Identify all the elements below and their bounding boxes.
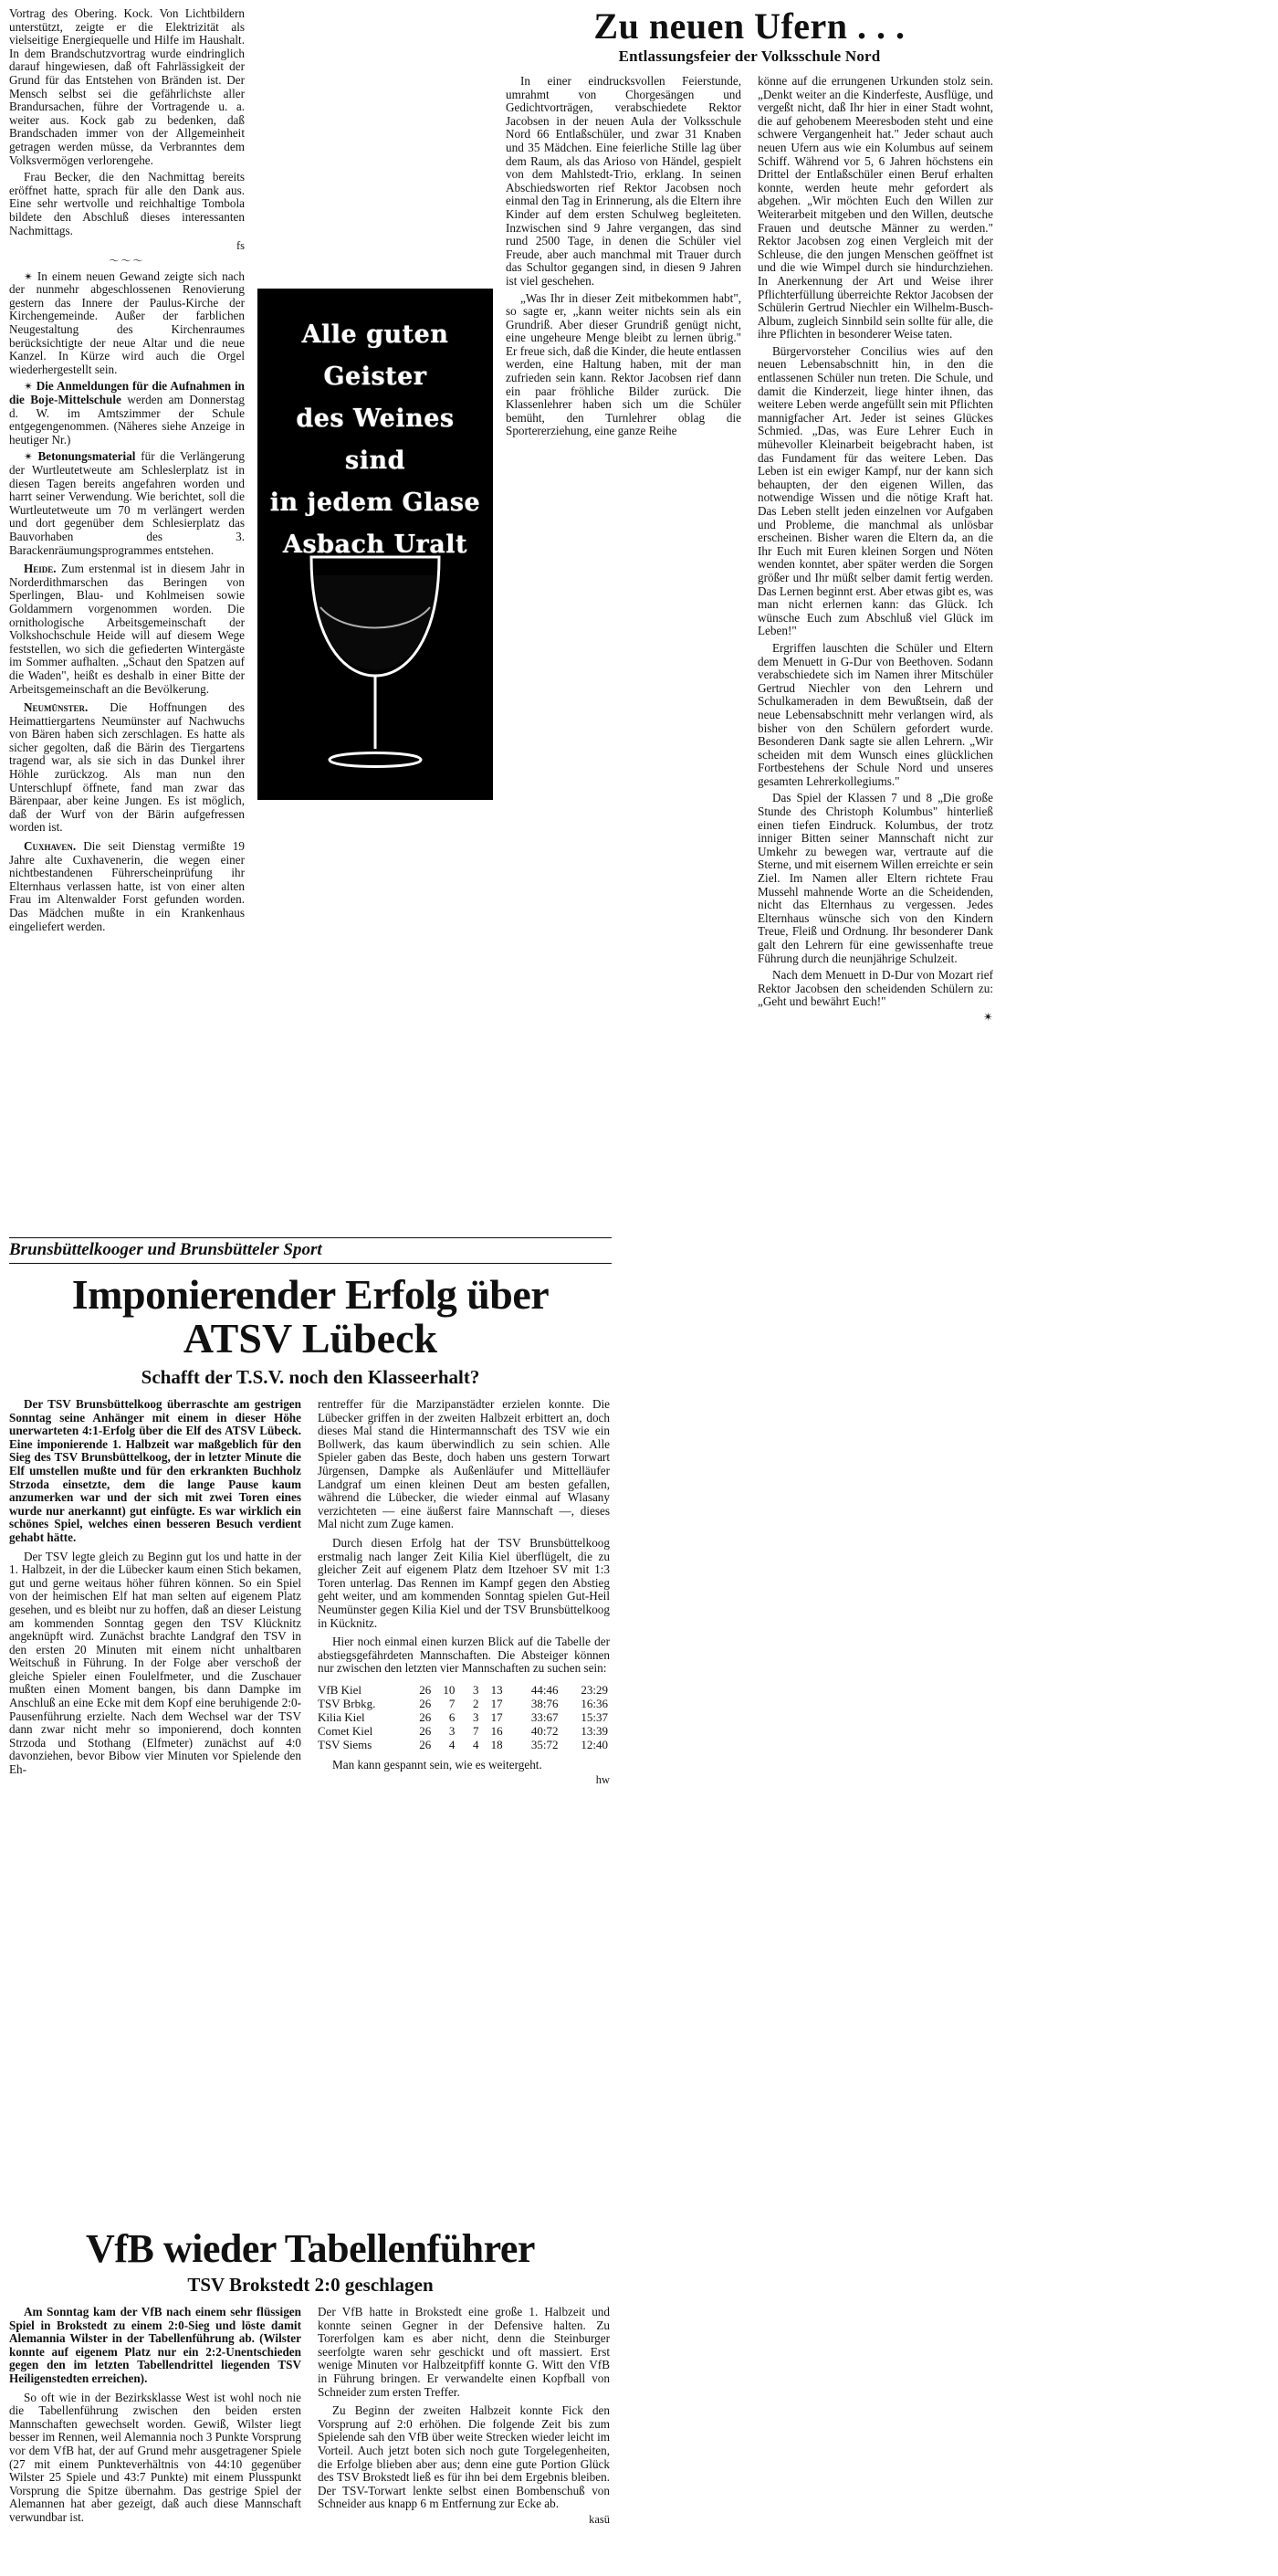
para: Nach dem Menuett in D-Dur von Mozart rief Rektor Jacobsen den scheidenden Schülern zu: „Geht und bewährt Euch!"	[758, 968, 993, 1009]
vfb-headline: VfB wieder Tabellenführer	[86, 2226, 535, 2271]
vfb-col-1	[9, 2306, 301, 2527]
cell-goals: 40:72	[530, 1723, 559, 1738]
ad-line-4: Asbach Uralt	[283, 531, 467, 559]
cell-points: 15:37	[581, 1709, 608, 1724]
cell-draws: 3	[472, 1682, 479, 1697]
feature-headline: Zu neuen Ufern . . .	[593, 5, 906, 47]
vfb-section	[9, 2228, 612, 2527]
cell-team: VfB Kiel	[318, 1682, 362, 1697]
cell-goals: 38:76	[530, 1696, 559, 1710]
byline: kasü	[589, 2512, 610, 2526]
vfb-subheadline: TSV Brokstedt 2:0 geschlagen	[187, 2274, 434, 2296]
para: Ergriffen lauschten die Schüler und Eltern dem Menuett in G-Dur von Beethoven. Sodann verabschiedete sich im Namen ihrer Mitschüler Gertrud Niechler von den Lehrern und Schulkameraden in dem Bewußtsein, daß der neue Lebensabschnitt mehr verlangen wird, als bisher von den Schülern gefordert wurde. Besonderen Dank sagte sie allen Lehrern. „Wir scheiden mit dem Wunsch eines glücklichen Fortbestehens der Schule Nord und unseres gesamten Lehrerkollegiums."	[758, 640, 993, 788]
cell-matches: 26	[419, 1709, 432, 1724]
para: Heide. Zum erstenmal ist in diesem Jahr in Norderdithmarschen das Beringen von Sperlingen, Blau- und Kohlmeisen sowie Goldammern vorgenommen worden. Die ornithologische Arbeitsgemeinschaft der Volkshochschule Heide will auf diesem Wege feststellen, wo sich die gefiederten Wintergäste im Sommer aufhalten. „Schaut den Spatzen auf die Waden", heißt es deshalb in einer Bitte der Arbeitsgemeinschaft an die Bevölkerung.	[9, 562, 245, 696]
para: In einer eindrucksvollen Feierstunde, umrahmt von Chorgesängen und Gedichtvorträgen, verabschiedete Rektor Jacobsen in der neuen Aula der Volksschule Nord 66 Entlaßschüler, und zwar 31 Knaben und 35 Mädchen. Eine feierliche Stille lag über dem Raum, als das Arioso von Händel, gespielt von dem Mahlstedt-Trio, erklang. In seinen Abschiedsworten rief Rektor Jacobsen noch einmal den Tag in Erinnerung, als die Eltern ihre Kinder auf dem ersten Schulweg begleiteten. Inzwischen sind 9 Jahre vergangen, das sind rund 2500 Tage, in denen die Schüler viel Freude, aber auch manchmal mit Trauer durch das Schultor gegangen sind, in diesen 9 Jahren ist viel geschehen.	[506, 74, 741, 288]
cell-draws: 4	[472, 1737, 479, 1751]
cell-points: 12:40	[581, 1737, 608, 1751]
table-row	[318, 1738, 610, 1751]
para: Das Spiel der Klassen 7 und 8 „Die große Stunde des Christoph Kolumbus" hinterließ einen tiefen Eindruck. Kolumbus, der trotz inniger Bitten seiner Mannschaft nicht zur Umkehr zu bewegen war, vertraute auf die Sterne, und mit eisernem Willen erreichte er sein Ziel. Im Namen aller Eltern richtete Frau Mussehl mahnende Worte an die Scheidenden, nicht das Elternhaus zu vergessen. Jedes Elternhaus wünsche sich von den Kindern Treue, Fleiß und Ordnung. Ihr besonderer Dank galt den Lehrern für eine gewissenhafte treue Führung durch die neunjährige Schulzeit.	[758, 791, 993, 965]
para: Am Sonntag kam der VfB nach einem sehr flüssigen Spiel in Brokstedt zu einem 2:0-Sieg und löste damit Alemannia Wilster in der Tabellenführung ab. (Wilster konnte auf eigenem Platz nur ein 2:2-Unentschieden gegen den im letzten Tabellendrittel liegenden TSV Heiligenstedten erreichen).	[9, 2305, 301, 2385]
ad-line-3: in jedem Glase	[269, 489, 481, 517]
para: Bürgervorsteher Concilius wies auf den neuen Lebensabschnitt hin, in den die entlassenen Schüler nun treten. Die Schule, und damit die Kinderzeit, liege hinter ihnen, das weitere Leben werde angefüllt sein mit Pflichten mannigfacher Art. Jeder ist seines Glückes Schmied. „Das, was Eure Lehrer Euch in mühevoller Kleinarbeit beigebracht haben, ist das Fundament für das weitere Leben. Das Leben ist ein ewiger Kampf, nur der kann sich behaupten, der den eigenen Willen, das notwendige Wissen und die nötige Kraft hat. Das Leben stellt jeden einzelnen vor Aufgaben und Probleme, die manchmal als unlösbar erscheinen. Bisher waren die Eltern da, an die Ihr Euch mit Euren kleinen Sorgen und Nöten wenden konntet, aber später werden die Sorgen größer und Ihr müßt selber damit fertig werden. Das Lernen beginnt erst. Aber etwas gibt es, was man nicht erlernen kann: das Glück. Ich wünsche Euch zum Abschluß viel Glück im Leben!"	[758, 343, 993, 638]
star-end-icon: ✴	[982, 1009, 993, 1024]
sports-headline-line2: ATSV Lübeck	[183, 1315, 438, 1362]
para: ✴ Die Anmeldungen für die Aufnahmen in die Boje-Mittelschule werden am Donnerstag d. W. im Amtszimmer der Schule entgegengenommen. (Näheres siehe Anzeige in heutiger Nr.)	[9, 379, 245, 447]
table-row	[318, 1697, 610, 1710]
cell-losses: 16	[490, 1723, 503, 1738]
sports-col-2	[318, 1398, 610, 1787]
sports-section	[9, 1237, 612, 1787]
cell-wins: 6	[448, 1709, 456, 1724]
cell-points: 23:29	[581, 1682, 608, 1697]
para: Cuxhaven. Die seit Dienstag vermißte 19 Jahre alte Cuxhavenerin, die wegen einer nichtbestandenen Führerscheinprüfung ihr Elternhaus verlassen hatte, ist von einer alten Frau im Altenwalder Forst gefunden worden. Das Mädchen mußte in ein Krankenhaus eingeliefert werden.	[9, 839, 245, 933]
column-local-news	[9, 7, 245, 1025]
star-icon: ✴	[24, 380, 37, 394]
cell-goals: 33:67	[530, 1709, 559, 1724]
para: Man kann gespannt sein, wie es weitergeht.	[332, 1757, 542, 1772]
vfb-col-2	[318, 2306, 610, 2527]
cell-points: 16:36	[581, 1696, 608, 1710]
cell-draws: 3	[472, 1709, 479, 1724]
cell-points: 13:39	[581, 1723, 608, 1738]
cell-losses: 17	[490, 1709, 503, 1724]
ornament-divider: 〜〜〜	[109, 255, 145, 267]
cell-team: Comet Kiel	[318, 1723, 373, 1738]
para: Der TSV legte gleich zu Beginn gut los und hatte in der 1. Halbzeit, in der die Lübecker kaum einen Stich bekamen, gut und gerne weitaus höher führen können. So ein Spiel von der heimischen Elf hat man selten auf eigenem Platz gesehen, und es bleibt nur zu hoffen, daß an dieser Leistung am kommenden Sonntag gegen den TSV Klücknitz angeknüpft wird. Zunächst brachte Landgraf den TSV in den ersten 20 Minuten mit einem nicht unhaltbaren Weitschuß in Führung. In der Folge aber verschoß der gleiche Spieler einen Foulelfmeter, und die Zuschauer mußten einen Moment bangen, bis dann Dampke im Anschluß an eine Ecke mit dem Kopf eine beruhigende 2:0-Pausenführung erzielte. Nach dem Wechsel war der TSV dann zwar nicht mehr so imponierend, doch konnten Strzoda und Stothang (Elfmeter) zunächst auf 4:0 davonziehen, bevor Bibow vier Minuten vor Spielende den Eh-	[9, 1549, 301, 1777]
para: könne auf die errungenen Urkunden stolz sein. „Denkt weiter an die Kinderfeste, Ausflüge, und vergeßt nicht, daß Ihr hier in einer Stadt wohnt, die auf gehobenem Meeresboden steht und eine schwere Vergangenheit hat." Jeder schaut auch neuen Ufern aus wie ein Kolumbus auf seinem Schiff. Während vor 5, 6 Jahren höchstens ein Drittel der Entlaßschüler einen Beruf erhalten konnte, werden heute mehr gefordert als abgehen. „Wir möchten Euch den Willen zur Weiterarbeit mitgeben und den Willen, deutsche Frauen und deutsche Männer zu werden." Rektor Jacobsen zog einen Vergleich mit der Schleuse, die den jungen Menschen geöffnet ist und die wie Wimpel durch sie hindurchziehen. In Anerkennung der Art und Weise ihrer Pflichterfüllung überreichte Rektor Jacobsen der Schülerin Gertrud Niechler ein Wilhelm-Busch-Album, zugleich Sinnbild sein sollte für alle, die ihre Pflichten in besonderer Weise taten.	[758, 74, 993, 342]
cell-losses: 17	[490, 1696, 503, 1710]
cell-losses: 18	[490, 1737, 503, 1751]
cell-wins: 10	[443, 1682, 456, 1697]
para: Der TSV Brunsbüttelkoog überraschte am gestrigen Sonntag seine Anhänger mit einem in dieser Höhe unerwarteten 4:1-Erfolg über die Elf des ATSV Lübeck. Eine imponierende 1. Halbzeit war maßgeblich für den Sieg des TSV Brunsbüttelkoog, der in letzter Minute die Elf umstellen mußte und für den erkrankten Buchholz Strzoda einsetzte, dem die lange Pause kaum anzumerken war und der sich mit zwei Toren eines wurde nur anerkannt) gut einfügte. Es war wirklich ein schönes Spiel, welches einen besseren Besuch verdient gehabt hätte.	[9, 1397, 301, 1544]
cell-draws: 2	[472, 1696, 479, 1710]
sports-col-1	[9, 1398, 301, 1787]
top-section	[9, 7, 1269, 1025]
ad-line-2: des Weines sind	[296, 405, 455, 475]
para: ✴ Betonungsmaterial für die Verlängerung der Wurtleutetweute am Schleslerplatz ist in diesen Tagen bereits angefahren worden und harrt seiner Verwendung. Wie berichtet, soll die Wurtleutetweute um 70 m verlängert werden und dort gegenüber dem Schlesierplatz das Bauvorhaben des 3. Barackenräumungsprogrammes entstehen.	[9, 449, 245, 557]
wine-glass-illustration	[279, 520, 471, 794]
cell-wins: 3	[448, 1723, 456, 1738]
para: Zu Beginn der zweiten Halbzeit konnte Fick den Vorsprung auf 2:0 erhöhen. Die folgende Zeit bis zum Spielende sah den VfB über weite Strecken wieder leicht im Vorteil. Auch jetzt boten sich noch gute Torgelegenheiten, die Erfolge blieben aber aus; denn eine gute Portion Glück des TSV Brokstedt ließ es für ihn bei dem Ergebnis bleiben. Der TSV-Torwart lenkte selbst einen Bombenschuß von Schneider aus knapp 6 m Entfernung zur Ecke ab.	[318, 2403, 610, 2511]
para: Hier noch einmal einen kurzen Blick auf die Tabelle der abstiegsgefährdeten Mannschaften. Die Absteiger können nur zwischen den letzten vier Mannschaften zu suchen sein:	[318, 1635, 610, 1676]
para: Der VfB hatte in Brokstedt eine große 1. Halbzeit und konnte seinen Gegner in der Defensive halten. Zu Torerfolgen kam es aber nicht, denn die Steinburger seerfolgte waren sehr geschickt und oft massiert. Erst wenige Minuten vor Halbzeitpfiff konnte G. Witt den VfB in Führung bringen. Er verwandelte einen Kopfball von Schneider zum ersten Treffer.	[318, 2305, 610, 2399]
para: „Was Ihr in dieser Zeit mitbekommen habt", so sagte er, „kann weiter nichts sein als ein Grundriß. Aber dieser Grundriß genügt nicht, eine ungeheure Menge bleibt zu lernen übrig." Er freue sich, daß die Kinder, die heute entlassen werden, eine Haltung haben, mit der man zufrieden sein kann. Rektor Jacobsen rief dann ein paar fröhliche Bilder zurück. Die Klassenlehrer haben sich um die Schüler bemüht, den Turnlehrer oblag die Sportererziehung, eine ganze Reihe	[506, 290, 741, 438]
cell-team: TSV Siems	[318, 1737, 372, 1751]
byline: fs	[236, 239, 245, 253]
cell-matches: 26	[419, 1696, 432, 1710]
cell-matches: 26	[419, 1682, 432, 1697]
cell-losses: 13	[490, 1682, 503, 1697]
para: ✴ In einem neuen Gewand zeigte sich nach der nunmehr abgeschlossenen Renovierung gestern das Innere der Paulus-Kirche der Kirchengemeinde. Außer der farblichen Neugestaltung des Kirchenraumes berücksichtigte der neue Altar und die neue Kanzel. In Kürze wird auch die Orgel wiederhergestellt sein.	[9, 268, 245, 376]
para: rentreffer für die Marzipanstädter erzielen konnte. Die Lübecker griffen in der zweiten Halbzeit erbittert an, doch dieses Mal stand die Hintermannschaft des TSV wie ein Bollwerk, das kaum überwindlich zu sein schien. Alle Spieler gaben das Beste, doch haben uns gestern Torwart Jürgensen, Dampke als Außenläufer und Mittelläufer Landgraf um einen kleinen Deut am besten gefallen, während die Lübecker, die wieder einmal auf Wlasany verzichteten — eine äußerst faire Mannschaft —, dieses Mal nicht zum Zuge kamen.	[318, 1397, 610, 1531]
byline: hw	[595, 1773, 610, 1787]
cell-goals: 44:46	[530, 1682, 559, 1697]
cell-matches: 26	[419, 1737, 432, 1751]
sports-section-header: Brunsbüttelkooger und Brunsbütteler Sport	[9, 1237, 612, 1264]
column-advertisement	[257, 7, 493, 1025]
cell-goals: 35:72	[530, 1737, 559, 1751]
star-icon: ✴	[24, 450, 38, 464]
cell-wins: 7	[448, 1696, 456, 1710]
cell-team: TSV Brbkg.	[318, 1696, 376, 1710]
cell-matches: 26	[419, 1723, 432, 1738]
sports-subheadline: Schafft der T.S.V. noch den Klasseerhalt?	[141, 1366, 480, 1388]
para: Durch diesen Erfolg hat der TSV Brunsbüttelkoog erstmalig nach langer Zeit Kilia Kiel überflügelt, die zu gleicher Zeit auf eigenem Platz dem Itzehoer SV mit 1:3 Toren unterlag. Das Rennen im Kampf gegen den Abstieg geht weiter, und am kommenden Sonntag spielen Gut-Heil Neumünster gegen Kilia Kiel und der TSV Brunsbüttelkoog in Kücknitz.	[318, 1535, 610, 1630]
feature-subheadline: Entlassungsfeier der Volksschule Nord	[618, 47, 881, 65]
table-row	[318, 1724, 610, 1738]
para: Neumünster. Die Hoffnungen des Heimattiergartens Neumünster auf Nachwuchs von Bären haben sich zerschlagen. Es hatte als sicher gegolten, daß die Bärin des Tiergartens tragend war, als sie sich in das Dunkel ihrer Höhle zurückzog. Als man nun den Unterschlupf öffnete, fand man zwar das Bärenpaar, aber keine Jungen. Es ist möglich, daß der Wurf von der Bärin aufgefressen worden ist.	[9, 700, 245, 835]
table-row	[318, 1710, 610, 1724]
sports-headline-line1: Imponierender Erfolg über	[71, 1271, 550, 1318]
table-row	[318, 1683, 610, 1697]
cell-team: Kilia Kiel	[318, 1709, 365, 1724]
para: So oft wie in der Bezirksklasse West ist wohl noch nie die Tabellenführung zwischen den beiden ersten Mannschaften gewechselt worden. Gewiß, Wilster liegt besser im Rennen, weil Alemannia noch 3 Punkte Vorsprung vor dem VfB hat, der auf Grund mehr ausgetragener Spiele (27 mit einem Punkteverhältnis von 44:10 gegenüber Wilster 25 Spiele und 43:7 Punkte) mit einem Plusspunkt Vorsprung die Spitze übernahm. Das gestrige Spiel der Alemannen hat aber gezeigt, daß auch diese Mannschaft verwundbar ist.	[9, 2390, 301, 2524]
ad-line-1: Alle guten Geister	[301, 321, 449, 391]
asbach-uralt-ad	[257, 289, 493, 800]
standings-table	[318, 1683, 610, 1751]
para: Frau Becker, die den Nachmittag bereits eröffnet hatte, sprach für alle den Dank aus. Eine sehr wertvolle und reichhaltige Tombola bildete den Abschluß dieses interessanten Nachmittags.	[9, 170, 245, 237]
cell-wins: 4	[448, 1737, 456, 1751]
star-icon: ✴	[24, 269, 37, 283]
cell-draws: 7	[472, 1723, 479, 1738]
para: Vortrag des Obering. Kock. Von Lichtbildern unterstützt, zeigte er die Elektrizität als vielseitige Energiequelle und Hilfe im Haushalt. In dem Brandschutzvortrag wurde eindringlich darauf hingewiesen, daß oft Fahrlässigkeit der Grund für das Entstehen von Bränden ist. Der Mensch selbst sei die gefährlichste aller Brandursachen, führe der Vortragende u. a. weiter aus. Kock gab zu bedenken, daß Brandschaden immer von der Allgemeinheit getragen werden müsse, da Verbranntes dem Volksvermögen verlorengehe.	[9, 6, 245, 167]
column-feature	[506, 7, 993, 1025]
